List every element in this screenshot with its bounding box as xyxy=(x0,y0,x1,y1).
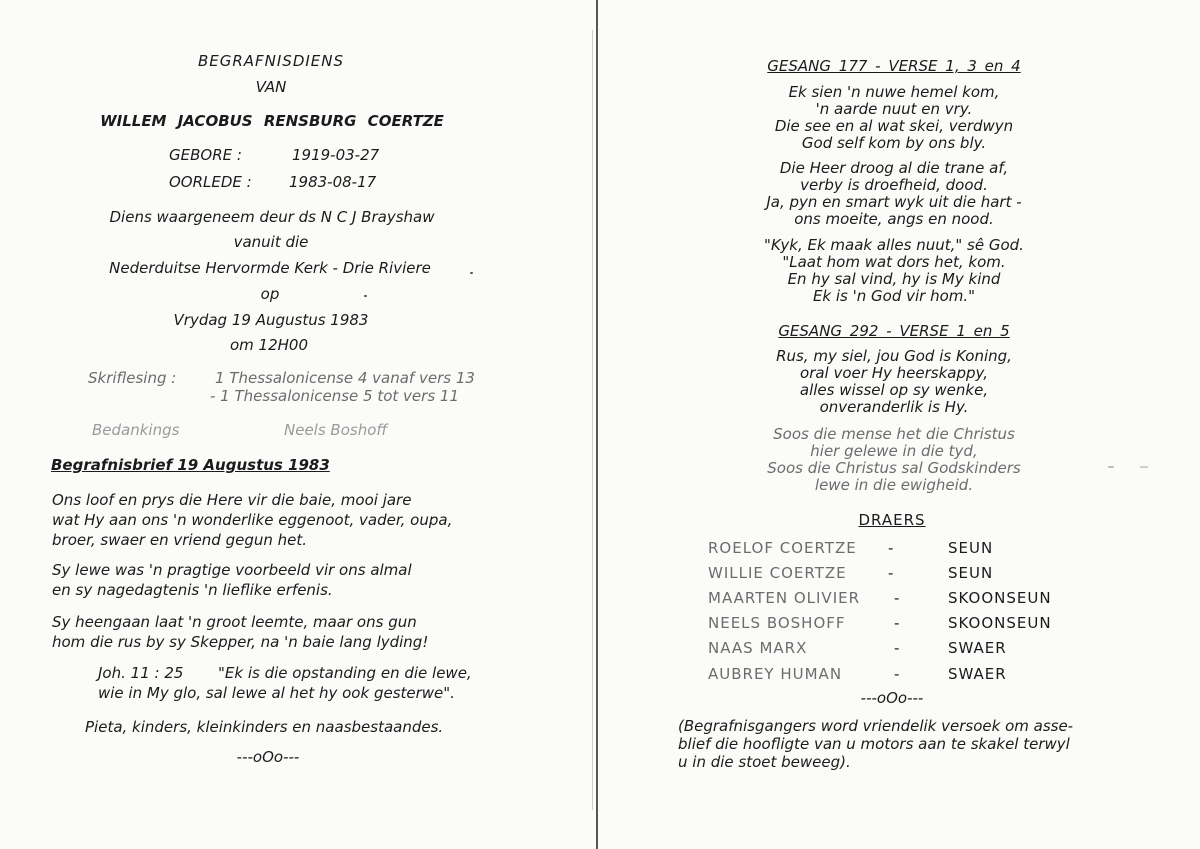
born-label: GEBORE : xyxy=(169,146,242,164)
hymn-line: alles wissel op sy wenke, xyxy=(799,381,989,399)
end-mark-left: ---oOo--- xyxy=(236,748,300,766)
service-officiant: Diens waargeneem deur ds N C J Brayshaw xyxy=(109,208,435,226)
bearer-relation: SWAER xyxy=(948,665,1007,683)
deceased-name: WILLEM JACOBUS RENSBURG COERTZE xyxy=(100,112,444,130)
verse-line-2: wie in My glo, sal lewe al het hy ook gesterwe". xyxy=(98,684,455,702)
thanks-name: Neels Boshoff xyxy=(284,421,388,439)
letter-paragraph-1 xyxy=(52,490,452,550)
verse-reference: Joh. 11 : 25 xyxy=(98,664,184,682)
letter-line: en sy nagedagtenis 'n lieflike erfenis. xyxy=(52,581,333,599)
hymn-line: Ek sien 'n nuwe hemel kom, xyxy=(788,83,1000,101)
hymn-line: Ek is 'n God vir hom." xyxy=(812,287,976,305)
letter-line: wat Hy aan ons 'n wonderlike eggenoot, vader, oupa, xyxy=(52,511,453,529)
hymn-line: Soos die Christus sal Godskinders xyxy=(767,459,1021,477)
hymn-line: onveranderlik is Hy. xyxy=(819,398,969,416)
letter-line: broer, swaer en vriend gegun het. xyxy=(52,531,308,549)
thanks-label: Bedankings xyxy=(92,421,180,439)
hymn-2-stanza-2 xyxy=(767,426,1020,494)
bearer-separator: - xyxy=(894,665,900,683)
letter-paragraph-2 xyxy=(52,560,412,600)
hymn-1-stanza-2 xyxy=(766,160,1021,228)
hymn-2-stanza-1 xyxy=(776,348,1012,416)
hymn-line: "Laat hom wat dors het, kom. xyxy=(782,253,1006,271)
bearer-separator: - xyxy=(888,539,894,557)
bearer-separator: - xyxy=(894,639,900,657)
church-line: Nederduitse Hervormde Kerk - Drie Riviere xyxy=(109,259,431,277)
hymn-line: oral voer Hy heerskappy, xyxy=(800,364,988,382)
from-line: vanuit die xyxy=(233,233,309,251)
op-line: op xyxy=(260,285,280,303)
bearer-name: NAAS MARX xyxy=(708,639,808,657)
hymn-line: 'n aarde nuut en vry. xyxy=(815,100,973,118)
letter-paragraph-3 xyxy=(52,612,428,652)
bearer-relation: SKOONSEUN xyxy=(948,589,1052,607)
bearer-name: NEELS BOSHOFF xyxy=(708,614,846,632)
hymn-2-title: GESANG 292 - VERSE 1 en 5 xyxy=(778,322,1010,340)
scan-speck xyxy=(1108,466,1114,468)
hymn-line: "Kyk, Ek maak alles nuut," sê God. xyxy=(764,236,1024,254)
hymn-1-stanza-1 xyxy=(775,84,1013,152)
scan-speck xyxy=(364,295,367,297)
hymn-line: hier gelewe in die tyd, xyxy=(810,442,978,460)
bearer-relation: SEUN xyxy=(948,539,994,557)
bearers-title: DRAERS xyxy=(858,511,926,529)
died-label: OORLEDE : xyxy=(169,173,252,191)
hymn-line: God self kom by ons bly. xyxy=(801,134,987,152)
scan-speck xyxy=(1140,466,1148,468)
scan-speck xyxy=(470,272,473,274)
verse-line-1: "Ek is die opstanding en die lewe, xyxy=(218,664,472,682)
letter-heading: Begrafnisbrief 19 Augustus 1983 xyxy=(51,456,330,474)
letter-line: Sy lewe was 'n pragtige voorbeeld vir ons almal xyxy=(52,561,412,579)
service-time: om 12H00 xyxy=(229,336,309,354)
hymn-1-stanza-3 xyxy=(764,237,1024,305)
bearer-name: AUBREY HUMAN xyxy=(708,665,843,683)
letter-line: Ons loof en prys die Here vir die baie, mooi jare xyxy=(52,491,412,509)
bearer-relation: SEUN xyxy=(948,564,994,582)
bearer-separator: - xyxy=(894,589,900,607)
bearer-relation: SWAER xyxy=(948,639,1007,657)
reading-1: 1 Thessalonicense 4 vanaf vers 13 xyxy=(215,369,475,387)
letter-line: hom die rus by sy Skepper, na 'n baie lang lyding! xyxy=(52,633,429,651)
hymn-line: Rus, my siel, jou God is Koning, xyxy=(776,347,1012,365)
right-page xyxy=(600,0,1200,849)
note-line: (Begrafnisgangers word vriendelik versoek om asse- xyxy=(678,717,1074,735)
note-line: u in die stoet beweeg). xyxy=(678,753,851,771)
reading-label: Skriflesing : xyxy=(88,369,177,387)
born-date: 1919-03-27 xyxy=(292,146,380,164)
hymn-line: Die Heer droog al die trane af, xyxy=(779,159,1009,177)
hymn-line: Soos die mense het die Christus xyxy=(773,425,1015,443)
hymn-line: ons moeite, angs en nood. xyxy=(794,210,994,228)
bearer-name: ROELOF COERTZE xyxy=(708,539,857,557)
bearer-name: MAARTEN OLIVIER xyxy=(708,589,861,607)
end-mark-right: ---oOo--- xyxy=(860,689,924,707)
hymn-line: verby is droefheid, dood. xyxy=(800,176,988,194)
hymn-line: En hy sal vind, hy is My kind xyxy=(787,270,1001,288)
family-line: Pieta, kinders, kleinkinders en naasbestaandes. xyxy=(85,718,444,736)
hymn-line: lewe in die ewigheid. xyxy=(814,476,974,494)
service-title: BEGRAFNISDIENS xyxy=(197,52,345,70)
bearer-separator: - xyxy=(888,564,894,582)
service-date: Vrydag 19 Augustus 1983 xyxy=(173,311,369,329)
hymn-1-title: GESANG 177 - VERSE 1, 3 en 4 xyxy=(767,57,1021,75)
letter-line: Sy heengaan laat 'n groot leemte, maar ons gun xyxy=(52,613,417,631)
van-label: VAN xyxy=(255,78,287,96)
bearer-relation: SKOONSEUN xyxy=(948,614,1052,632)
note-line: blief die hoofligte van u motors aan te skakel terwyl xyxy=(678,735,1070,753)
hymn-line: Ja, pyn en smart wyk uit die hart - xyxy=(766,193,1022,211)
closing-note xyxy=(678,717,1073,771)
hymn-line: Die see en al wat skei, verdwyn xyxy=(774,117,1014,135)
reading-2: - 1 Thessalonicense 5 tot vers 11 xyxy=(210,387,459,405)
bearer-separator: - xyxy=(894,614,900,632)
bearer-name: WILLIE COERTZE xyxy=(708,564,847,582)
died-date: 1983-08-17 xyxy=(289,173,377,191)
